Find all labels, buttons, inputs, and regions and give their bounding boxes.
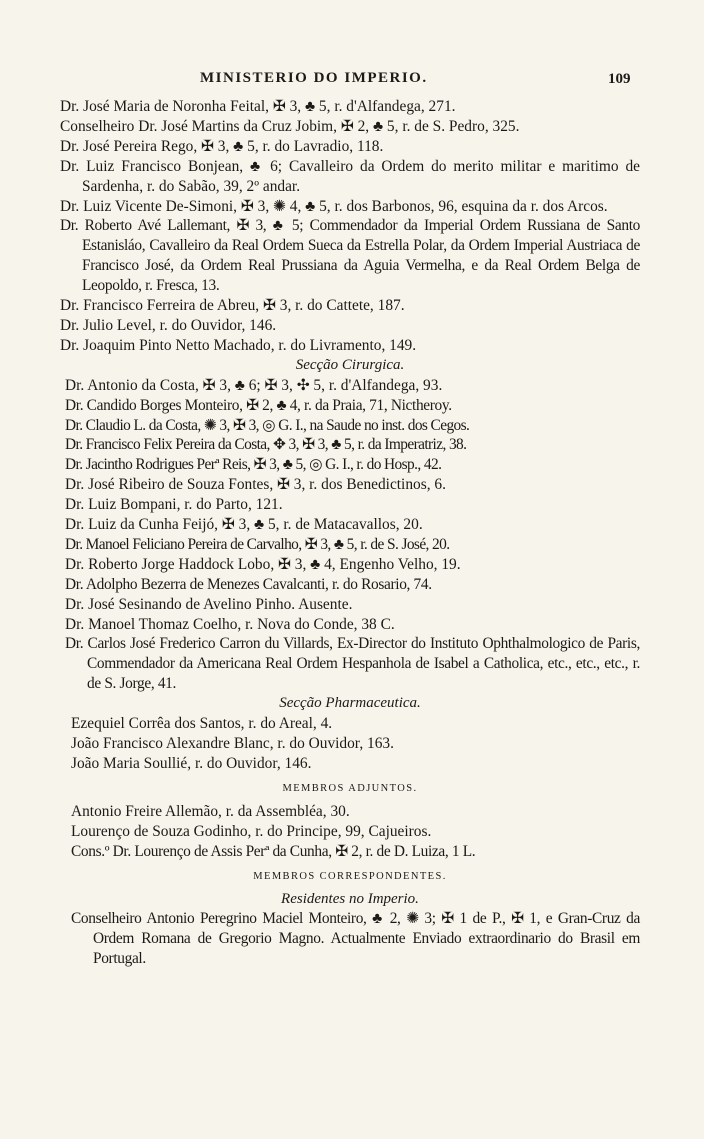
entry-felix-pereira-costa: Dr. Francisco Felix Pereira da Costa, ✥ 3, ✠ 3, ♣ 5, r. da Imperatriz, 38.	[65, 436, 467, 454]
heading-membros-correspondentes: MEMBROS CORRESPONDENTES.	[253, 870, 447, 882]
heading-seccao-cirurgica: Secção Cirurgica.	[295, 356, 405, 373]
entry-ave-lallemant: Dr. Roberto Avé Lallemant, ✠ 3, ♣ 5; Commendador da Imperial Ordem Russiana de Santo Estanisláo, Cavalleiro da Real Ordem Sueca da Estrella Polar, da Ordem Imperial Austriaca de Francisco José, da Ordem Real Prussiana da Aguia Vermelha, e da Real Ordem Belga de Leopoldo, r. Fresca, 13.	[60, 217, 640, 295]
entry-pereira-rego: Dr. José Pereira Rego, ✠ 3, ♣ 5, r. do Lavradio, 118.	[60, 137, 384, 155]
page-body	[60, 97, 640, 969]
section-correspondentes	[60, 909, 640, 969]
entry-noronha-feital: Dr. José Maria de Noronha Feital, ✠ 3, ♣ 5, r. d'Alfandega, 271.	[60, 98, 456, 115]
entry-ezequiel-correa: Ezequiel Corrêa dos Santos, r. do Areal, 4.	[71, 715, 333, 733]
entry-haddock-lobo: Dr. Roberto Jorge Haddock Lobo, ✠ 3, ♣ 4, Engenho Velho, 19.	[65, 555, 461, 573]
running-title: MINISTERIO DO IMPERIO.	[200, 70, 428, 86]
entry-bezerra-menezes: Dr. Adolpho Bezerra de Menezes Cavalcanti, r. do Rosario, 74.	[65, 575, 432, 593]
entry-maria-soullie: João Maria Soullié, r. do Ouvidor, 146.	[71, 754, 312, 772]
entry-maciel-monteiro: Conselheiro Antonio Peregrino Maciel Monteiro, ♣ 2, ✺ 3; ✠ 1 de P., ✠ 1, e Gran-Cruz da Ordem Romana de Gregorio Magno. Actualmente Enviado extraordinario do Brasil em Portugal.	[71, 910, 640, 968]
section-cirurgica	[60, 376, 640, 695]
heading-membros-adjuntos: MEMBROS ADJUNTOS.	[282, 782, 418, 794]
heading-seccao-pharmaceutica: Secção Pharmaceutica.	[279, 695, 421, 712]
entry-alexandre-blanc: João Francisco Alexandre Blanc, r. do Ouvidor, 163.	[71, 735, 394, 752]
section-medica	[60, 97, 640, 356]
page-header	[0, 70, 704, 92]
section-pharmaceutica	[60, 714, 640, 774]
heading-residentes-imperio: Residentes no Imperio.	[281, 890, 419, 907]
entry-cruz-jobim: Conselheiro Dr. José Martins da Cruz Jobim, ✠ 2, ♣ 5, r. de S. Pedro, 325.	[60, 117, 520, 135]
entry-assis-cunha: Cons.º Dr. Lourenço de Assis Perª da Cunha, ✠ 2, r. de D. Luiza, 1 L.	[71, 842, 476, 860]
entry-carron-du-villards: Dr. Carlos José Frederico Carron du Villards, Ex-Director do Instituto Ophthalmologico de Paris, Commendador da Americana Real Ordem Hespanhola de Isabel a Catholica, etc., etc., etc., r. de S. Jorge, 41.	[65, 635, 640, 693]
entry-cunha-feijo: Dr. Luiz da Cunha Feijó, ✠ 3, ♣ 5, r. de Matacavallos, 20.	[65, 516, 423, 534]
entry-freire-allemao: Antonio Freire Allemão, r. da Assembléa, 30.	[71, 802, 350, 820]
entry-bompani: Dr. Luiz Bompani, r. do Parto, 121.	[65, 496, 283, 514]
entry-claudio-costa: Dr. Claudio L. da Costa, ✺ 3, ✠ 3, ◎ G. I., na Saude no inst. dos Cegos.	[65, 416, 470, 434]
entry-netto-machado: Dr. Joaquim Pinto Netto Machado, r. do Livramento, 149.	[60, 336, 417, 354]
entry-julio-level: Dr. Julio Level, r. do Ouvidor, 146.	[60, 316, 277, 334]
section-adjuntos	[60, 802, 640, 862]
entry-rodrigues-reis: Dr. Jacintho Rodrigues Perª Reis, ✠ 3, ♣ 5, ◎ G. I., r. do Hosp., 42.	[65, 456, 442, 474]
entry-avelino-pinho: Dr. José Sesinando de Avelino Pinho. Ausente.	[65, 595, 353, 613]
entry-thomaz-coelho: Dr. Manoel Thomaz Coelho, r. Nova do Conde, 38 C.	[65, 615, 395, 633]
entry-feliciano-carvalho: Dr. Manoel Feliciano Pereira de Carvalho, ✠ 3, ♣ 5, r. de S. José, 20.	[65, 535, 450, 553]
entry-souza-godinho: Lourenço de Souza Godinho, r. do Principe, 99, Cajueiros.	[71, 822, 432, 840]
entry-ferreira-abreu: Dr. Francisco Ferreira de Abreu, ✠ 3, r. do Cattete, 187.	[60, 297, 405, 315]
page-number: 109	[608, 71, 631, 87]
entry-borges-monteiro: Dr. Candido Borges Monteiro, ✠ 2, ♣ 4, r. da Praia, 71, Nictheroy.	[65, 396, 452, 414]
entry-de-simoni: Dr. Luiz Vicente De-Simoni, ✠ 3, ✺ 4, ♣ 5, r. dos Barbonos, 96, esquina da r. dos Arcos.	[60, 197, 608, 215]
entry-bonjean: Dr. Luiz Francisco Bonjean, ♣ 6; Cavalleiro da Ordem do merito militar e maritimo de Sardenha, r. do Sabão, 39, 2º andar.	[60, 157, 640, 195]
entry-souza-fontes: Dr. José Ribeiro de Souza Fontes, ✠ 3, r. dos Benedictinos, 6.	[65, 476, 446, 494]
entry-antonio-costa: Dr. Antonio da Costa, ✠ 3, ♣ 6; ✠ 3, ✣ 5, r. d'Alfandega, 93.	[65, 376, 443, 394]
